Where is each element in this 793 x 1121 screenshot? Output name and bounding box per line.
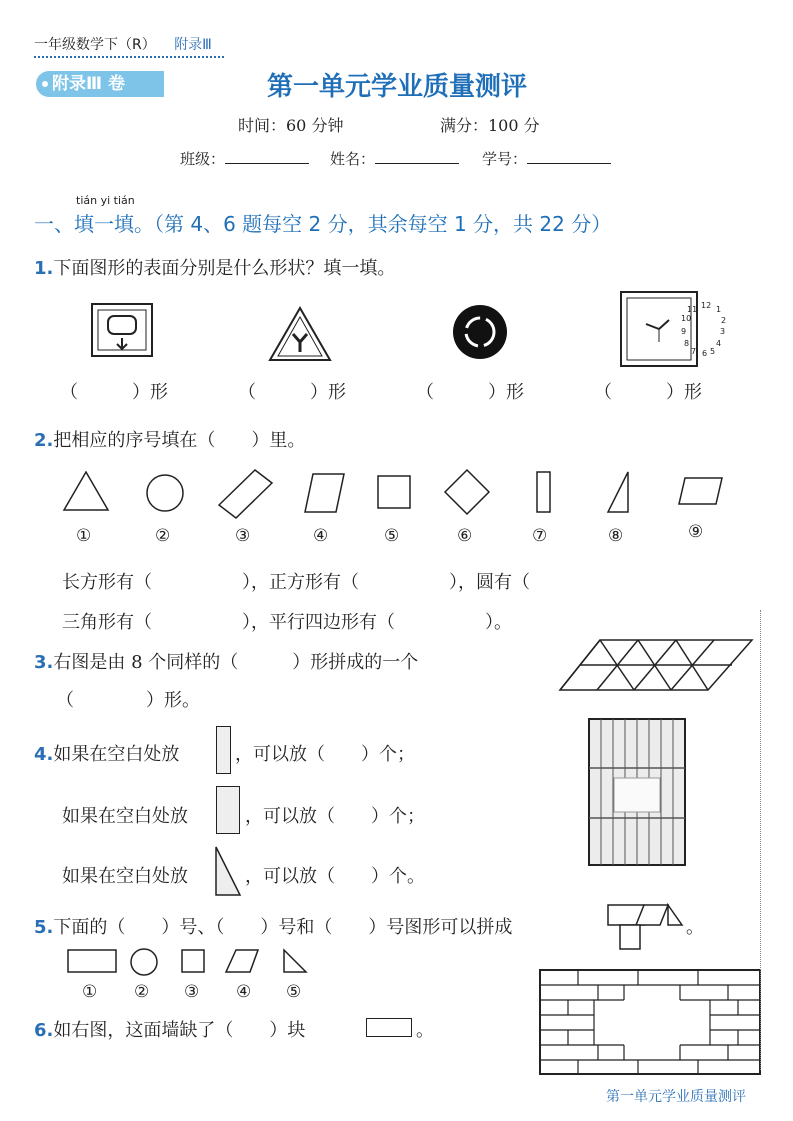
- combined-shape-figure: [604, 901, 684, 953]
- clock-num-10: 10: [681, 314, 692, 323]
- brick-icon: [366, 1018, 412, 1037]
- name-field[interactable]: [330, 148, 459, 169]
- shape-label-7: ⑦: [532, 526, 548, 546]
- shape-triangle: [64, 472, 108, 510]
- q5-triangle: [284, 950, 306, 972]
- q2-answer-line-2[interactable]: 三角形有（ ），平行四边形有（ ）。: [62, 612, 512, 633]
- running-header: [34, 34, 212, 54]
- class-label: 班级：: [180, 150, 226, 168]
- q5-parallelogram: [226, 950, 258, 972]
- student-number-field[interactable]: [482, 148, 611, 169]
- question-text: 把相应的序号填在（ ）里。: [53, 430, 306, 451]
- section-pinyin: tián yi tián: [76, 194, 135, 207]
- shape-narrow-rectangle: [537, 472, 550, 512]
- badge-label: 附录Ⅲ 卷: [52, 74, 125, 94]
- question-number: 1.: [34, 258, 54, 279]
- name-label: 姓名：: [330, 150, 376, 168]
- q4-prefix-3: 如果在空白处放: [62, 866, 188, 887]
- question-1: [34, 254, 395, 280]
- traffic-sign-triangle: [270, 308, 330, 360]
- section-heading: [34, 208, 611, 237]
- question-number: 3.: [34, 652, 54, 673]
- q5-square: [182, 950, 204, 972]
- appendix-label: 附录Ⅲ: [174, 37, 212, 53]
- q5-label-5: ⑤: [286, 982, 302, 1002]
- question-number: 2.: [34, 430, 54, 451]
- q4-answer-3[interactable]: ，可以放（ ）个。: [245, 866, 425, 887]
- clock-num-11: 11: [687, 305, 698, 314]
- shape-label-5: ⑤: [384, 526, 400, 546]
- shape-circle: [147, 475, 183, 511]
- footer-title: 第一单元学业质量测评: [606, 1089, 746, 1105]
- q1-figures: [80, 290, 740, 368]
- section-title: 一、填一填。: [34, 212, 154, 236]
- q5-label-2: ②: [134, 982, 150, 1002]
- q4-answer-2[interactable]: ，可以放（ ）个；: [245, 806, 425, 827]
- header-divider: [34, 56, 224, 58]
- shape-label-3: ③: [235, 526, 251, 546]
- strip-rectangle-icon: [216, 726, 231, 774]
- q6-period: 。: [416, 1020, 434, 1041]
- section-note: （第 4、6 题每空 2 分，其余每空 1 分，共 22 分）: [154, 212, 612, 236]
- q2-answer-line-1[interactable]: 长方形有（ ），正方形有（ ），圆有（: [62, 572, 530, 593]
- binding-line: [760, 610, 761, 1070]
- clock-num-1: 1: [716, 305, 722, 314]
- q5-period: 。: [686, 917, 704, 938]
- number-label: 学号：: [482, 150, 528, 168]
- q5-rectangle: [68, 950, 116, 972]
- shape-right-triangle: [608, 472, 628, 512]
- shape-label-8: ⑧: [608, 526, 624, 546]
- shape-flat-parallelogram: [679, 478, 722, 504]
- shape-label-9: ⑨: [688, 522, 704, 542]
- shape-label-4: ④: [313, 526, 329, 546]
- clock-num-4: 4: [716, 339, 722, 348]
- page-title: 第一单元学业质量测评: [266, 72, 527, 102]
- question-3: [34, 648, 418, 674]
- q5-shapes: [66, 946, 316, 978]
- q1-answer-2[interactable]: （ ）形: [238, 382, 346, 403]
- shape-label-1: ①: [76, 526, 92, 546]
- triangle-parallelogram-figure: [556, 636, 756, 694]
- shape-tilted-rectangle: [219, 470, 272, 518]
- shape-diamond: [445, 470, 489, 514]
- book-title: 一年级数学下（R）: [34, 37, 156, 53]
- question-2: [34, 426, 305, 452]
- appendix-badge: [36, 71, 164, 97]
- clock-num-2: 2: [721, 316, 727, 325]
- wide-rectangle-icon: [216, 786, 240, 834]
- clock-num-12: 12: [701, 301, 712, 310]
- q1-answer-1[interactable]: （ ）形: [60, 382, 168, 403]
- shape-parallelogram: [305, 474, 344, 512]
- shape-square: [378, 476, 410, 508]
- clock-num-5: 5: [710, 347, 716, 356]
- clock-num-8: 8: [684, 339, 690, 348]
- q5-label-1: ①: [82, 982, 98, 1002]
- clock-num-3: 3: [720, 327, 726, 336]
- time-limit: 时间：60 分钟: [238, 116, 344, 135]
- class-field[interactable]: [180, 148, 309, 169]
- shape-label-6: ⑥: [457, 526, 473, 546]
- q4-answer-1[interactable]: ，可以放（ ）个；: [235, 744, 415, 765]
- traffic-sign-circle: [453, 305, 507, 359]
- shape-label-2: ②: [155, 526, 171, 546]
- brick-wall-figure: [538, 968, 762, 1078]
- q1-answer-3[interactable]: （ ）形: [416, 382, 524, 403]
- question-text: 下面的（ ）号、（ ）号和（ ）号图形可以拼成: [53, 917, 513, 938]
- question-text: 下面图形的表面分别是什么形状？填一填。: [53, 258, 396, 279]
- grid-board-figure: [588, 718, 688, 868]
- question-text: 如右图，这面墙缺了（ ）块: [53, 1020, 306, 1041]
- q5-label-3: ③: [184, 982, 200, 1002]
- q5-label-4: ④: [236, 982, 252, 1002]
- bullet-icon: [42, 81, 48, 87]
- question-number: 6.: [34, 1020, 54, 1041]
- clock-num-7: 7: [691, 347, 697, 356]
- traffic-sign-rectangle: [92, 304, 152, 356]
- question-5: [34, 913, 512, 939]
- clock-num-6: 6: [702, 349, 708, 358]
- q4-prefix-2: 如果在空白处放: [62, 806, 188, 827]
- q2-shapes: [55, 466, 735, 526]
- right-triangle-icon: [214, 845, 242, 897]
- question-text: 右图是由 8 个同样的（ ）形拼成的一个: [53, 652, 419, 673]
- question-4: [34, 740, 179, 766]
- full-score: 满分：100 分: [440, 116, 540, 135]
- question-text: 如果在空白处放: [53, 744, 180, 765]
- question-number: 4.: [34, 744, 54, 765]
- clock-num-9: 9: [681, 327, 687, 336]
- q5-circle: [131, 949, 157, 975]
- question-6: [34, 1016, 305, 1042]
- q3-answer[interactable]: （ ）形。: [56, 690, 200, 711]
- q1-answer-4[interactable]: （ ）形: [594, 382, 702, 403]
- question-number: 5.: [34, 917, 54, 938]
